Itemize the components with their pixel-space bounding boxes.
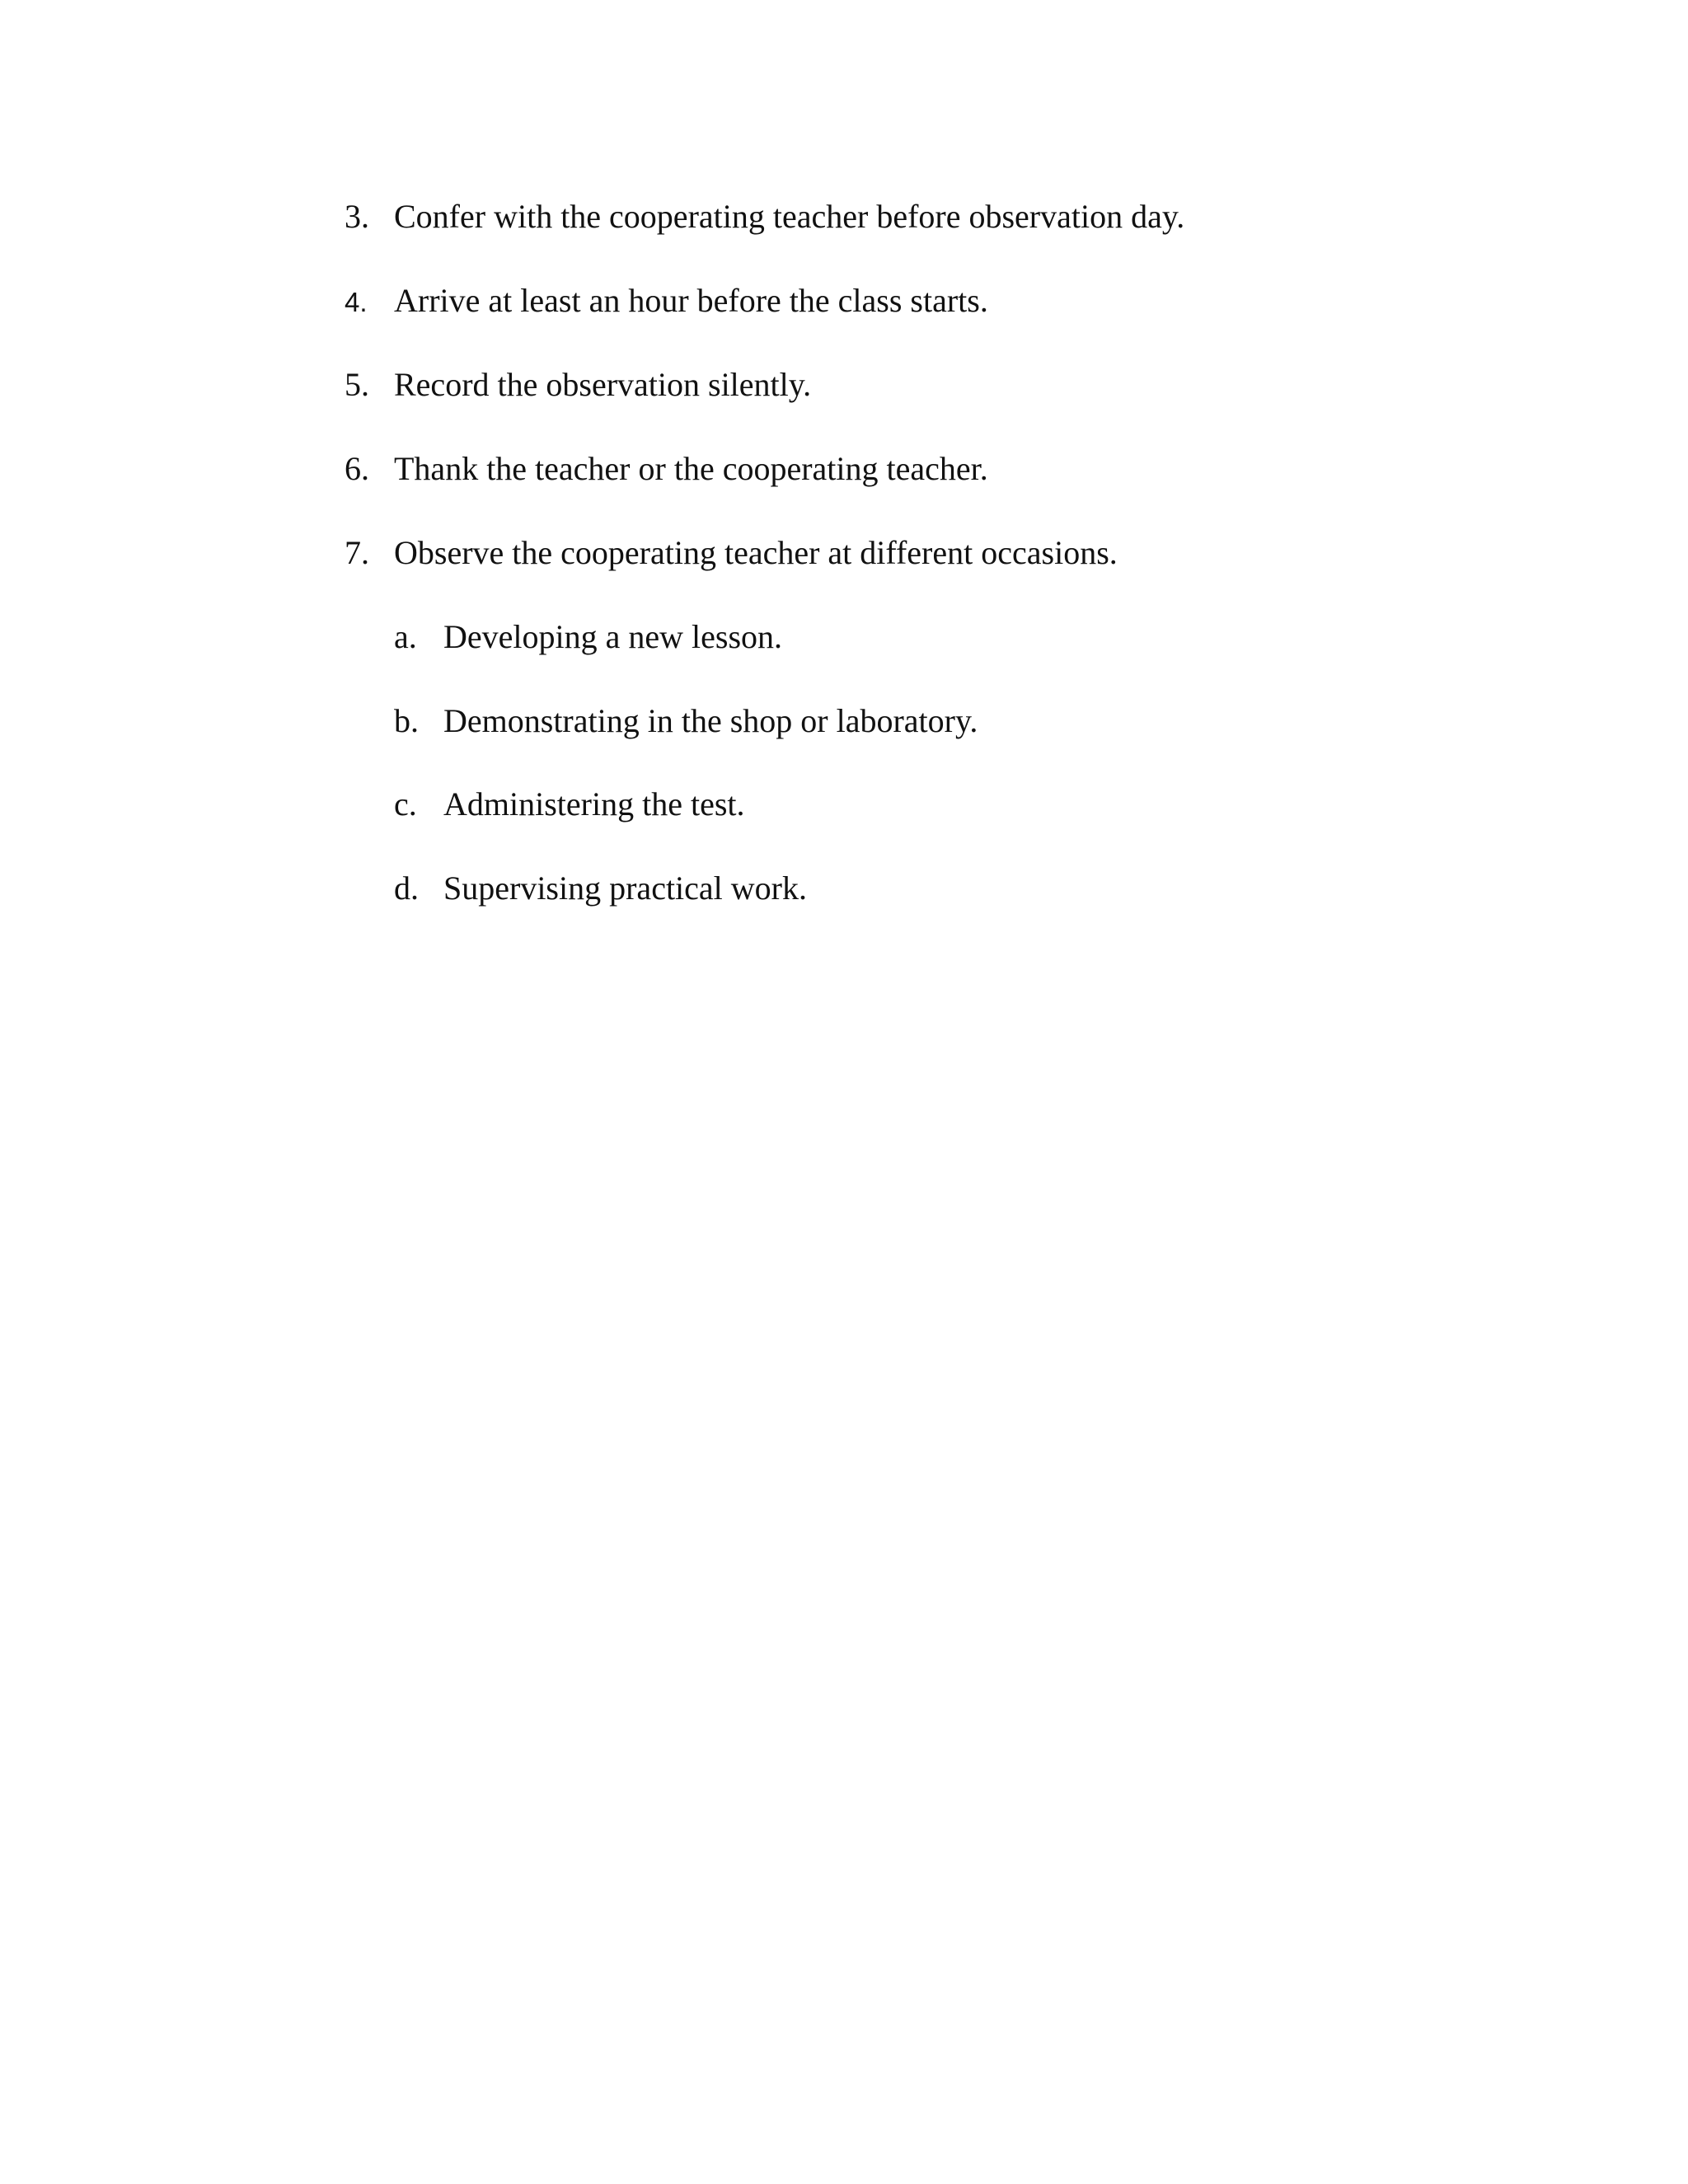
sub-list-item-marker: c. (394, 785, 417, 823)
list-item-marker: 6. (345, 450, 369, 487)
list-item-marker: 7. (345, 534, 369, 571)
list-item (345, 200, 1184, 233)
list-item-text: Arrive at least an hour before the class starts. (394, 282, 988, 319)
list-item-marker: 4. (345, 287, 368, 317)
sub-list-item (394, 702, 978, 739)
sub-list-item (394, 869, 807, 907)
sub-list-item (394, 785, 745, 823)
list-item-text: Record the observation silently. (394, 366, 812, 403)
list-item (345, 452, 988, 485)
list-item-marker: 5. (345, 366, 369, 403)
sub-list-item-text: Demonstrating in the shop or laboratory. (443, 702, 978, 739)
sub-list-item-marker: b. (394, 702, 419, 739)
list-item-text: Observe the cooperating teacher at different occasions. (394, 534, 1118, 571)
list-item (345, 284, 988, 317)
sub-list-item-marker: d. (394, 869, 419, 907)
sub-list-item-text: Administering the test. (443, 785, 745, 823)
list-item-text: Thank the teacher or the cooperating teacher. (394, 450, 988, 487)
sub-list-item (394, 618, 783, 655)
list-item-marker: 3. (345, 198, 369, 235)
list-item-text: Confer with the cooperating teacher before observation day. (394, 198, 1185, 235)
list-item (345, 534, 1118, 571)
list-item (345, 368, 811, 401)
sub-list-item-marker: a. (394, 618, 417, 655)
sub-list-item-text: Developing a new lesson. (443, 618, 783, 655)
sub-list-item-text: Supervising practical work. (443, 869, 807, 907)
